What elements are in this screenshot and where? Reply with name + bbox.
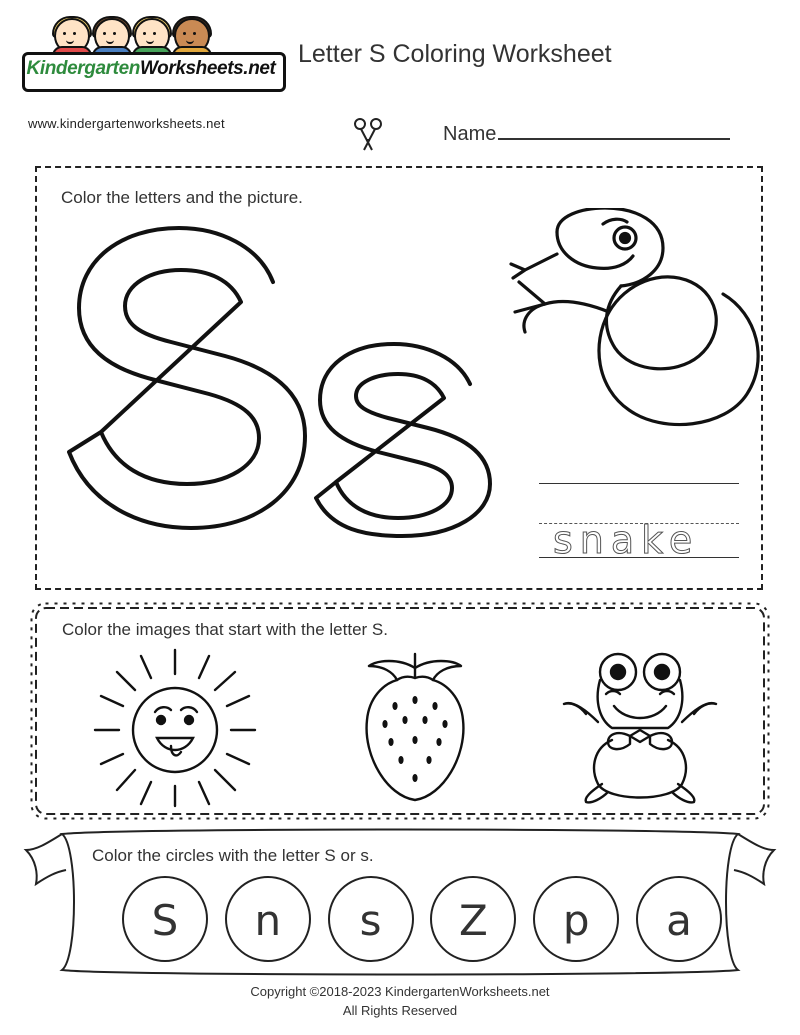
- lowercase-s-outline[interactable]: [312, 338, 502, 538]
- section-color-circles: [22, 826, 778, 978]
- page-footer: [0, 982, 800, 1020]
- rights-text: All Rights Reserved: [342, 1003, 458, 1018]
- scissors-icon: [348, 118, 388, 152]
- frog-image[interactable]: [550, 644, 730, 810]
- name-field[interactable]: [443, 120, 730, 146]
- letter-circle-row: [122, 876, 722, 972]
- section-color-letters: [35, 166, 763, 590]
- page-header: [0, 0, 800, 150]
- name-label: Name: [443, 123, 497, 145]
- section1-instruction: Color the letters and the picture.: [61, 188, 303, 207]
- strawberry-image[interactable]: [325, 644, 505, 810]
- logo-text: [22, 54, 280, 84]
- letter-circle[interactable]: p: [533, 876, 619, 962]
- section3-instruction: Color the circles with the letter S or s.: [92, 846, 374, 865]
- letter-circle[interactable]: n: [225, 876, 311, 962]
- copyright-text: Copyright ©2018-2023 KindergartenWorksheets.net: [250, 984, 550, 999]
- name-blank-line[interactable]: [498, 120, 730, 140]
- word-tracing-lines[interactable]: [539, 483, 739, 563]
- letter-circle[interactable]: a: [636, 876, 722, 962]
- snake-outline-picture[interactable]: [485, 208, 775, 478]
- letter-circle[interactable]: Z: [430, 876, 516, 962]
- site-url: www.kindergartenworksheets.net: [28, 116, 225, 131]
- letter-circle[interactable]: s: [328, 876, 414, 962]
- sun-image[interactable]: [85, 644, 265, 810]
- section2-instruction: Color the images that start with the letter S.: [62, 620, 388, 639]
- page-title: Letter S Coloring Worksheet: [298, 40, 612, 68]
- tracing-line-top: [539, 483, 739, 484]
- letter-circle[interactable]: S: [122, 876, 208, 962]
- uppercase-s-outline[interactable]: [59, 216, 319, 536]
- section2-image-row: [60, 644, 740, 810]
- logo-text-black: Worksheets.net: [139, 58, 276, 79]
- section-color-images: [30, 602, 770, 820]
- traced-word: snake: [553, 518, 700, 562]
- logo-text-green: Kindergarten: [26, 58, 140, 79]
